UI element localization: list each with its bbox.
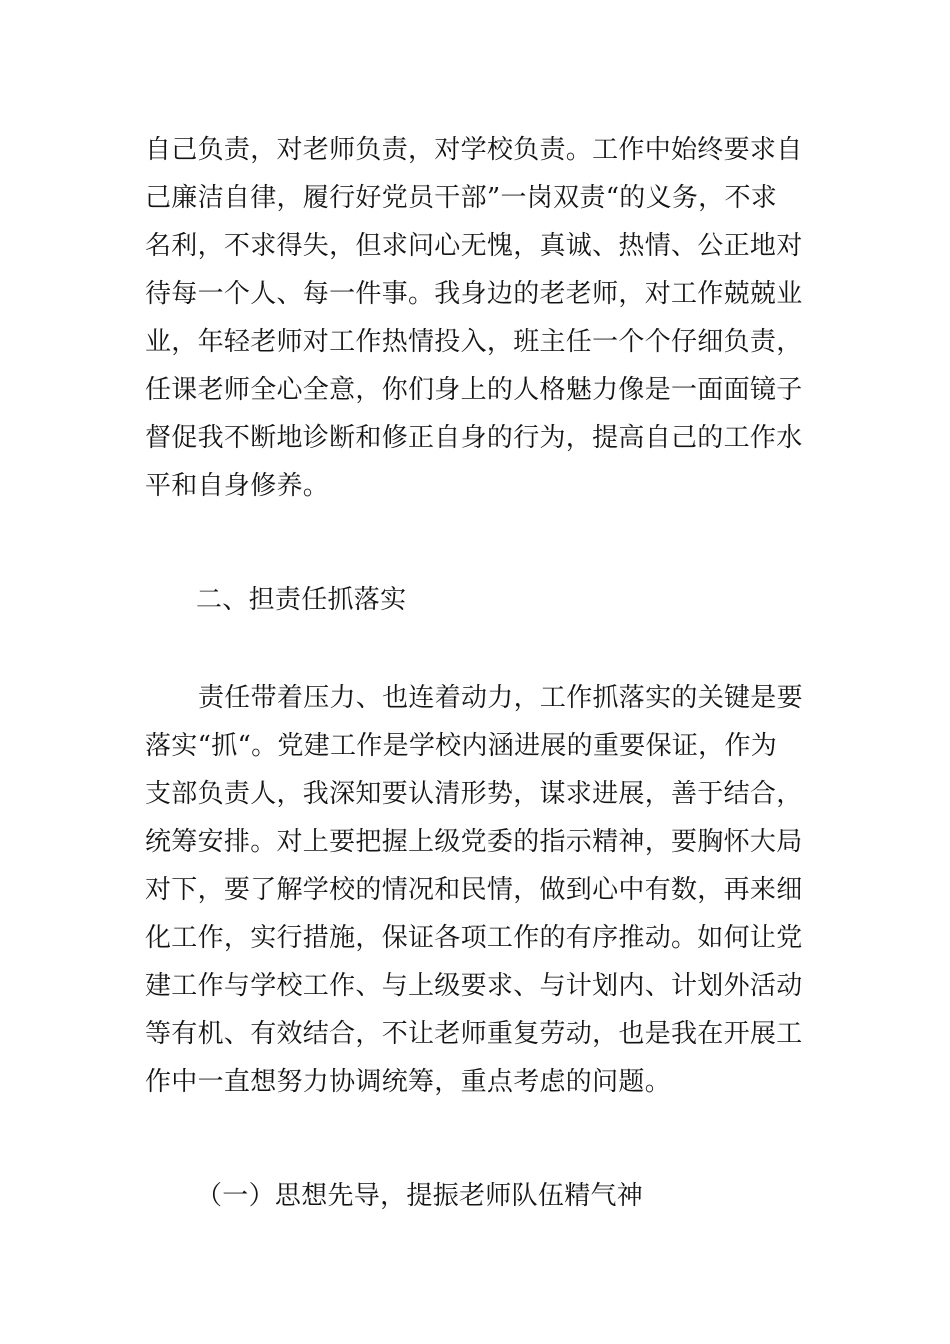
paragraph-line: 责任带着压力、也连着动力，工作抓落实的关键是要 — [198, 683, 803, 713]
paragraph-line: 统筹安排。对上要把握上级党委的指示精神，要胸怀大局 — [145, 827, 803, 857]
paragraph-line: 化工作，实行措施，保证各项工作的有序推动。如何让党 — [145, 923, 803, 953]
paragraph-line: 督促我不断地诊断和修正自身的行为，提高自己的工作水 — [145, 423, 803, 453]
paragraph-line: 对下，要了解学校的情况和民情，做到心中有数，再来细 — [145, 875, 803, 905]
paragraph-line: 落实“抓“。党建工作是学校内涵进展的重要保证，作为 — [145, 731, 778, 761]
paragraph-line: 待每一个人、每一件事。我身边的老老师，对工作兢兢业 — [145, 279, 803, 309]
subsection-heading: （一）思想先导，提振老师队伍精气神 — [196, 1181, 644, 1211]
paragraph-line: 己廉洁自律，履行好党员干部”一岗双责“的义务，不求 — [145, 183, 778, 213]
section-heading: 二、担责任抓落实 — [196, 585, 407, 615]
paragraph-line: 名利，不求得失，但求问心无愧，真诚、热情、公正地对 — [145, 231, 803, 261]
paragraph-line: 自己负责，对老师负责，对学校负责。工作中始终要求自 — [145, 135, 803, 165]
paragraph-line: 建工作与学校工作、与上级要求、与计划内、计划外活动 — [145, 971, 803, 1001]
paragraph-line: 支部负责人，我深知要认清形势，谋求进展，善于结合， — [145, 779, 803, 809]
paragraph-line: 作中一直想努力协调统筹，重点考虑的问题。 — [145, 1067, 672, 1097]
paragraph-line: 等有机、有效结合，不让老师重复劳动，也是我在开展工 — [145, 1019, 803, 1049]
paragraph-line: 业，年轻老师对工作热情投入，班主任一个个仔细负责， — [145, 327, 803, 357]
paragraph-line: 任课老师全心全意，你们身上的人格魅力像是一面面镜子 — [145, 375, 803, 405]
paragraph-line: 平和自身修养。 — [145, 471, 330, 501]
